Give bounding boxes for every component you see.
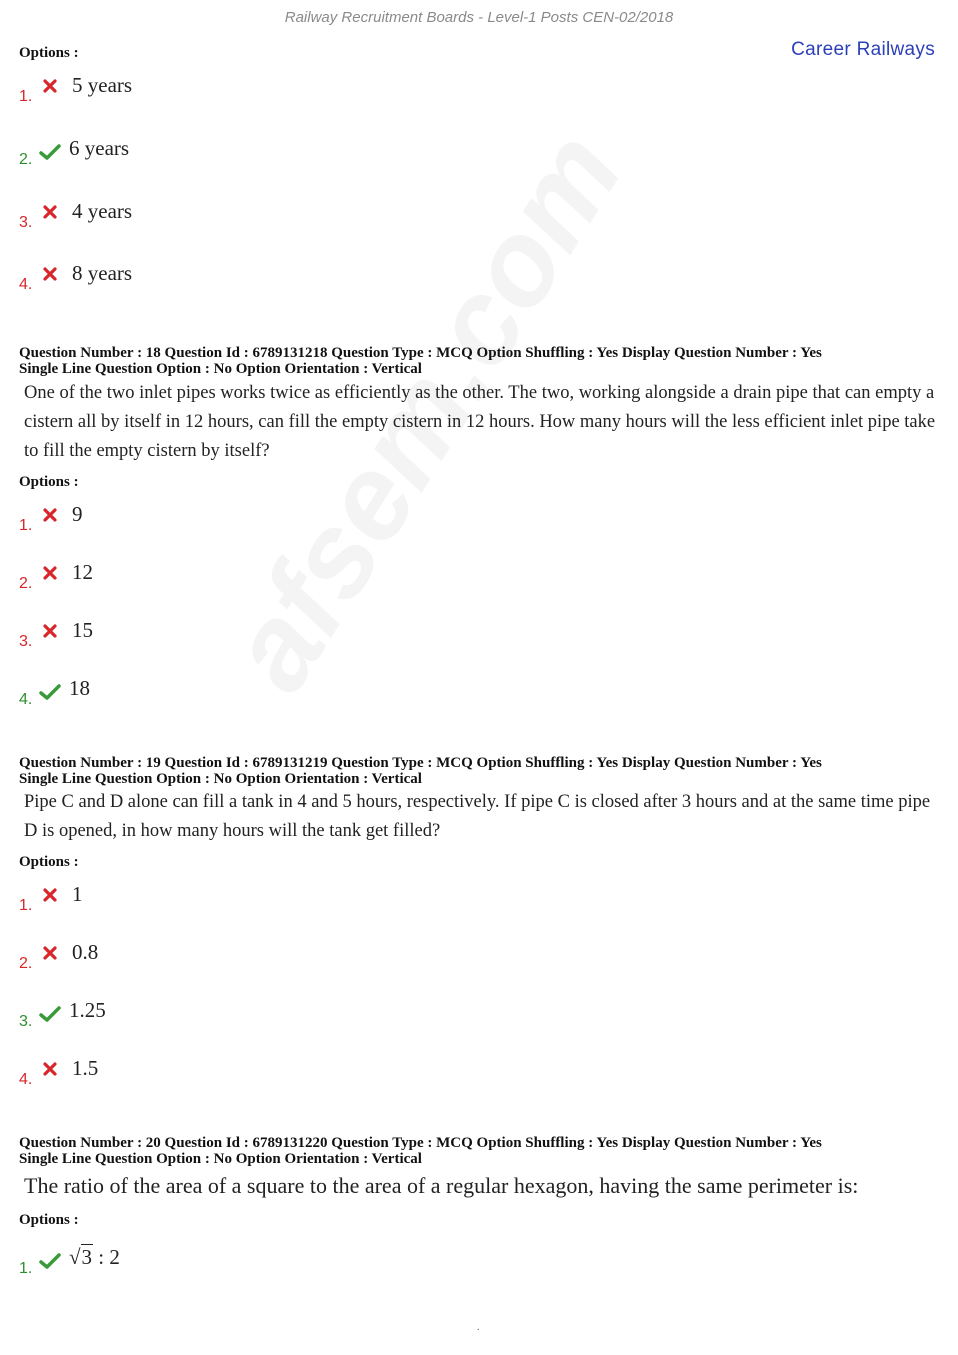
options-label: Options : xyxy=(19,474,79,490)
option-item xyxy=(19,1051,99,1088)
option-item xyxy=(19,993,106,1030)
option-number: 1. xyxy=(19,88,33,105)
option-number: 4. xyxy=(19,1071,33,1088)
question-text: The ratio of the area of a square to the area of a regular hexagon, having the same perimeter is: xyxy=(24,1173,859,1198)
option-number: 4. xyxy=(19,276,33,293)
option-item xyxy=(19,935,99,972)
cross-icon xyxy=(39,204,64,224)
check-icon xyxy=(39,1252,61,1272)
radicand: 3 xyxy=(81,1245,93,1269)
option-number: 3. xyxy=(19,1013,33,1030)
cross-icon xyxy=(39,945,64,965)
cross-icon xyxy=(39,78,64,98)
option-number: 2. xyxy=(19,151,33,168)
option-value: 1.5 xyxy=(72,1056,99,1080)
check-icon xyxy=(39,1005,61,1025)
option-item xyxy=(19,877,83,914)
option-item xyxy=(19,194,133,231)
cross-icon xyxy=(39,887,64,907)
option-item xyxy=(19,131,130,168)
question-meta: Question Number : 18 Question Id : 6789131218 Question Type : MCQ Option Shuffling : Yes Display Question Number : Yes xyxy=(19,345,822,361)
question-text: Pipe C and D alone can fill a tank in 4 and 5 hours, respectively. If pipe C is closed after 3 hours and at the same time pipe D is opened, in how many hours will the tank get filled? xyxy=(24,792,931,841)
question-text: One of the two inlet pipes works twice as efficiently as the other. The two, working alongside a drain pipe that can empty a cistern all by itself in 12 hours, can fill the empty cistern in 12 hours. How many hours will the less efficient inlet pipe take to fill the empty cistern by itself? xyxy=(24,383,936,461)
page-header-title: Railway Recruitment Boards - Level-1 Posts CEN-02/2018 xyxy=(284,9,674,26)
option-value: 1 xyxy=(72,882,83,906)
option-number: 3. xyxy=(19,633,33,650)
footer-mark: . xyxy=(477,1322,480,1333)
options-label: Options : xyxy=(19,45,79,61)
cross-icon xyxy=(39,565,64,585)
option-value-rest: : 2 xyxy=(98,1245,120,1269)
option-value: 15 xyxy=(72,618,93,642)
option-item xyxy=(19,1240,120,1277)
option-item xyxy=(19,671,90,708)
option-number: 2. xyxy=(19,955,33,972)
option-item xyxy=(19,68,133,105)
option-number: 1. xyxy=(19,517,33,534)
check-icon xyxy=(39,683,61,703)
cross-icon xyxy=(39,266,64,286)
check-icon xyxy=(39,143,61,163)
question-meta: Question Number : 19 Question Id : 6789131219 Question Type : MCQ Option Shuffling : Yes Display Question Number : Yes xyxy=(19,755,822,771)
option-value: 9 xyxy=(72,502,83,526)
option-item xyxy=(19,613,93,650)
cross-icon xyxy=(39,507,64,527)
option-value: 1.25 xyxy=(69,998,106,1022)
question-meta-line2: Single Line Question Option : No Option Orientation : Vertical xyxy=(19,361,422,377)
brand-label: Career Railways xyxy=(791,39,935,60)
option-value: 5 years xyxy=(72,73,133,97)
option-value: 4 years xyxy=(72,199,133,223)
option-item xyxy=(19,497,83,534)
option-value: 18 xyxy=(69,676,90,700)
question-meta: Question Number : 20 Question Id : 6789131220 Question Type : MCQ Option Shuffling : Yes Display Question Number : Yes xyxy=(19,1135,822,1151)
option-value: 0.8 xyxy=(72,940,99,964)
option-number: 2. xyxy=(19,575,33,592)
sqrt-symbol: √3 xyxy=(69,1245,93,1269)
option-number: 3. xyxy=(19,214,33,231)
option-value xyxy=(69,1245,120,1270)
option-value: 12 xyxy=(72,560,93,584)
option-value: 6 years xyxy=(69,136,130,160)
option-item xyxy=(19,256,133,293)
options-label: Options : xyxy=(19,1212,79,1228)
options-label: Options : xyxy=(19,854,79,870)
option-number: 1. xyxy=(19,1260,33,1277)
cross-icon xyxy=(39,1061,64,1081)
cross-icon xyxy=(39,623,64,643)
option-number: 4. xyxy=(19,691,33,708)
question-meta-line2: Single Line Question Option : No Option Orientation : Vertical xyxy=(19,771,422,787)
option-item xyxy=(19,555,93,592)
question-meta-line2: Single Line Question Option : No Option Orientation : Vertical xyxy=(19,1151,422,1167)
option-number: 1. xyxy=(19,897,33,914)
option-value: 8 years xyxy=(72,261,133,285)
